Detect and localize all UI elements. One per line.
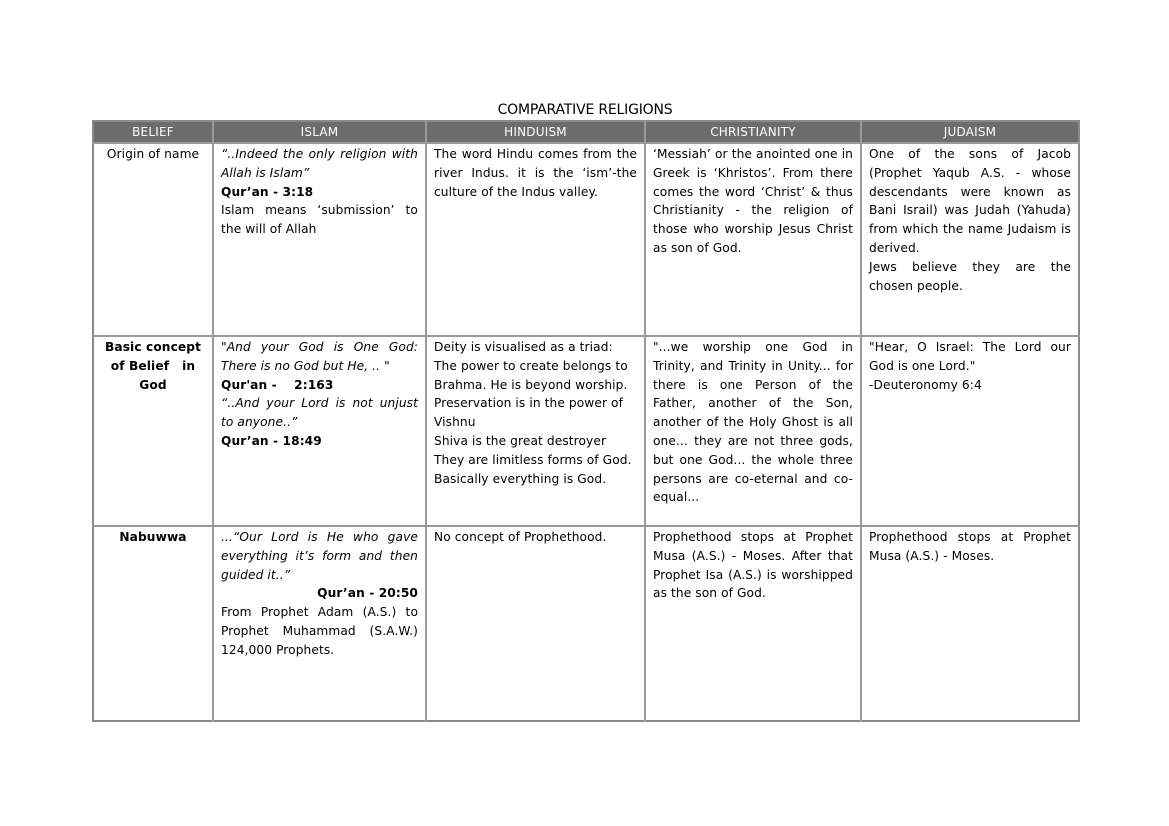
quran-reference: Qur’an - 20:50 [317, 586, 418, 601]
table-header-row [93, 121, 1079, 143]
judaism-paragraph: Jews believe they are the chosen people. [869, 259, 1071, 293]
table-row [93, 526, 1079, 721]
christianity-cell-nabuwwa: Prophethood stops at Prophet Musa (A.S.) - Moses. After that Prophet Isa (A.S.) is worshipped as the son of God. [645, 526, 861, 721]
belief-cell-nabuwwa: Nabuwwa [93, 526, 213, 721]
column-header-christianity: CHRISTIANITY [645, 121, 861, 143]
islam-text: Islam means ‘submission’ to the will of Allah [221, 203, 418, 237]
column-header-judaism: JUDAISM [861, 121, 1079, 143]
column-header-hinduism: HINDUISM [426, 121, 645, 143]
islam-quote: ...“Our Lord is He who gave everything it’s form and then guided it..” [221, 530, 418, 582]
hinduism-cell-nabuwwa: No concept of Prophethood. [426, 526, 645, 721]
islam-cell-nabuwwa [213, 526, 426, 721]
islam-quote: “..And your Lord is not unjust to anyone..” [221, 396, 418, 430]
quran-reference: Qur’an - 3:18 [221, 184, 314, 199]
judaism-reference: -Deuteronomy 6:4 [869, 377, 982, 392]
hinduism-line: Basically everything is God. [434, 471, 607, 486]
christianity-cell-concept: "...we worship one God in Trinity, and Trinity in Unity... for there is one Person of the Father, another of the Son, another of the Holy Ghost is all one... they are not three gods, but one God... the whole three persons are co-eternal and co-equal... [645, 336, 861, 526]
table-row [93, 143, 1079, 336]
belief-cell-origin: Origin of name [93, 143, 213, 336]
column-header-belief: BELIEF [93, 121, 213, 143]
judaism-cell-origin [861, 143, 1079, 336]
column-header-islam: ISLAM [213, 121, 426, 143]
quran-reference: Qur'an - 2:163 [221, 377, 334, 392]
page-title: COMPARATIVE RELIGIONS [497, 102, 673, 118]
judaism-cell-nabuwwa: Prophethood stops at Prophet Musa (A.S.) - Moses. [869, 530, 1071, 563]
quran-reference: Qur’an - 18:49 [221, 433, 322, 448]
judaism-quote: "Hear, O Israel: The Lord our God is one Lord." [869, 340, 1071, 373]
christianity-cell-origin: ‘Messiah’ or the anointed one in Greek is ‘Khristos’. From there comes the word ‘Christ’ & thus Christianity - the religion of those who worship Jesus Christ as son of God. [645, 143, 861, 336]
table-row [93, 336, 1079, 526]
islam-quote: “..Indeed the only religion with Allah is Islam” [221, 147, 418, 180]
belief-cell-concept: Basic concept of Belief in God [93, 336, 213, 526]
hinduism-cell-origin: The word Hindu comes from the river Indus. it is the ‘ism’-the culture of the Indus valley. [426, 143, 645, 336]
judaism-paragraph: One of the sons of Jacob (Prophet Yaqub A.S. - whose descendants were known as Bani Israil) was Judah (Yahuda) from which the name Judaism is derived. [869, 147, 1071, 255]
islam-text: From Prophet Adam (A.S.) to Prophet Muhammad (S.A.W.) 124,000 Prophets. [221, 605, 418, 657]
hinduism-line: Deity is visualised as a triad: [434, 340, 613, 354]
hinduism-cell-concept [426, 336, 645, 526]
islam-cell-concept [213, 336, 426, 526]
comparison-table [92, 120, 1080, 722]
judaism-cell-concept [861, 336, 1079, 526]
hinduism-line: They are limitless forms of God. [434, 452, 632, 467]
hinduism-line: Shiva is the great destroyer [434, 433, 607, 448]
hinduism-line: The power to create belongs to Brahma. He is beyond worship. [434, 358, 628, 392]
hinduism-line: Preservation is in the power of Vishnu [434, 396, 623, 430]
islam-quote: "And your God is One God: There is no God but He, .. " [221, 340, 418, 373]
islam-cell-origin [213, 143, 426, 336]
